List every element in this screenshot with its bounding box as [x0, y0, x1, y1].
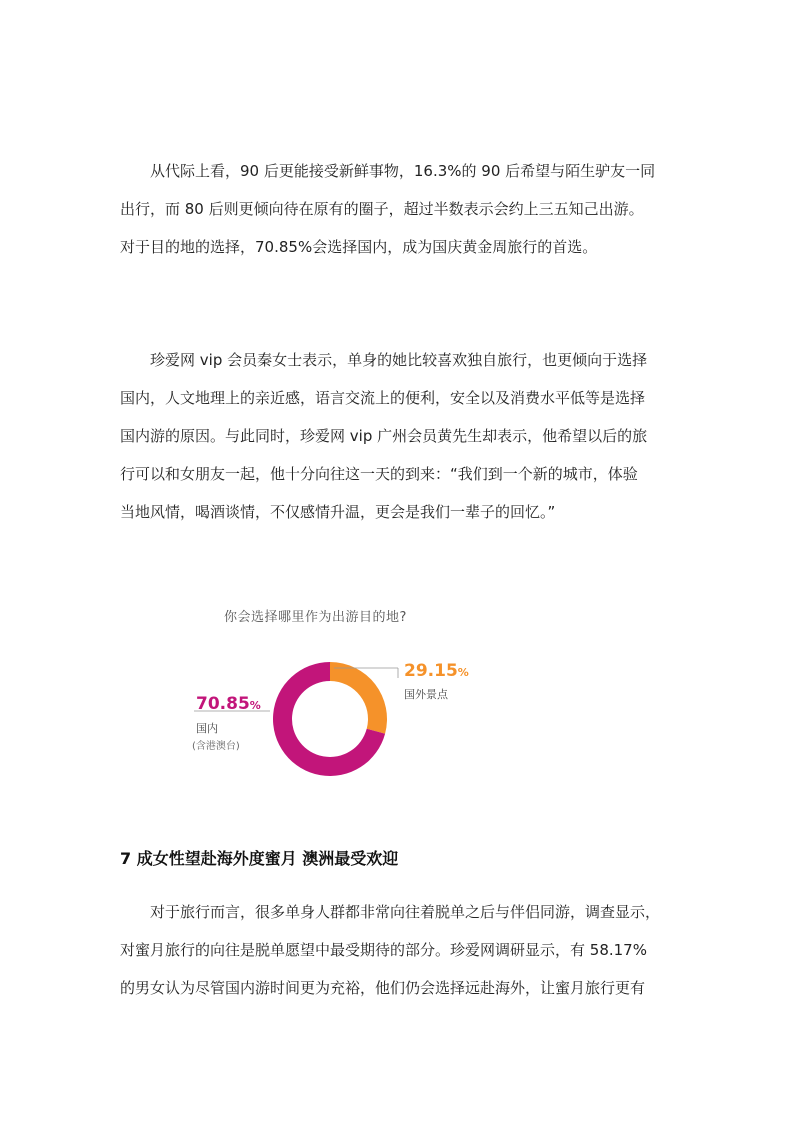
- paragraph-line: 对于旅行而言，很多单身人群都非常向往着脱单之后与伴侣同游，调查显示，: [150, 903, 661, 921]
- paragraph-line: 国内游的原因。与此同时，珍爱网 vip 广州会员黄先生却表示，他希望以后的旅: [120, 427, 648, 445]
- paragraph-line: 出行，而 80 后则更倾向待在原有的圈子，超过半数表示会约上三五知己出游。: [120, 200, 644, 218]
- overseas-unit: %: [457, 666, 469, 679]
- paragraph-line: 国内，人文地理上的亲近感，语言交流上的便利，安全以及消费水平低等是选择: [120, 389, 646, 407]
- domestic-unit: %: [249, 699, 261, 712]
- domestic-value-label: [196, 694, 261, 714]
- chart-title: 你会选择哪里作为出游目的地?: [224, 610, 407, 625]
- paragraph-line: 的男女认为尽管国内游时间更为充裕，他们仍会选择远赴海外，让蜜月旅行更有: [120, 979, 646, 997]
- domestic-sublabel: (含港澳台): [192, 741, 240, 752]
- paragraph-honeymoon: [120, 893, 686, 1007]
- overseas-value-label: [404, 661, 469, 681]
- paragraph-line: 行可以和女朋友一起，他十分向往这一天的到来：“我们到一个新的城市，体验: [120, 465, 638, 483]
- domestic-label: 国内: [196, 722, 218, 735]
- overseas-label: 国外景点: [404, 688, 448, 701]
- paragraph-line: 当地风情，喝酒谈情，不仅感情升温，更会是我们一辈子的回忆。”: [120, 503, 556, 521]
- donut-slice-overseas: [330, 662, 387, 734]
- paragraph-generation-preference: [120, 152, 686, 266]
- paragraph-line: 对蜜月旅行的向往是脱单愿望中最受期待的部分。珍爱网调研显示，有 58.17%: [120, 941, 647, 959]
- domestic-value: 70.85: [196, 694, 250, 714]
- paragraph-member-quotes: [120, 341, 686, 531]
- section-heading: 7 成女性望赴海外度蜜月 澳洲最受欢迎: [120, 849, 399, 868]
- paragraph-line: 从代际上看，90 后更能接受新鲜事物，16.3%的 90 后希望与陌生驴友一同: [150, 162, 656, 180]
- paragraph-line: 对于目的地的选择，70.85%会选择国内，成为国庆黄金周旅行的首选。: [120, 238, 598, 256]
- overseas-value: 29.15: [404, 661, 458, 681]
- paragraph-line: 珍爱网 vip 会员秦女士表示，单身的她比较喜欢独自旅行，也更倾向于选择: [150, 351, 648, 369]
